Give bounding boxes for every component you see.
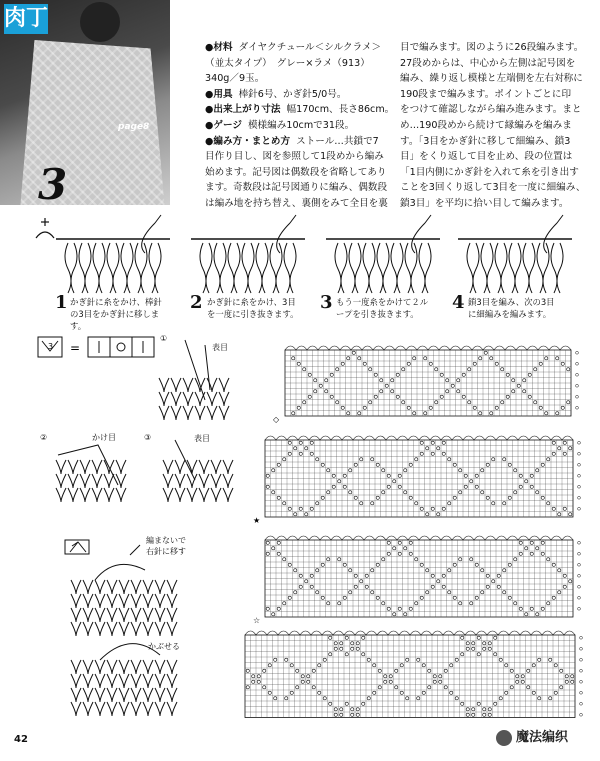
step-number: 2 [190, 292, 203, 313]
materials-line: は編み地を持ち替え、裏側をみて全目を裏 [205, 197, 388, 209]
pattern-number: 3 [38, 160, 68, 209]
materials-line: め…190段めから続けて縁編みを編みま [400, 119, 572, 131]
chart-block-2 [253, 436, 580, 525]
chart-block-1 [273, 346, 578, 424]
materials-line: ●材料 ダイヤクチュール＜シルクラメ＞ [205, 42, 382, 53]
step-number: 1 [55, 292, 68, 313]
step-1-caption: かぎ針に糸をかけ、棒針 の3目をかぎ針に移しま す。 [70, 297, 162, 331]
wechat-icon [496, 730, 512, 746]
step-3-caption: もう一度糸をかけて２ル ープを引き抜きます。 [336, 297, 429, 319]
materials-line: ●ゲージ 模様編み10cmで31段。 [205, 119, 355, 131]
materials-line: 目作り目し、図を参照して1段めから編み [205, 151, 384, 163]
svg-text:3: 3 [48, 342, 54, 351]
materials-line: 目で編みます。図のように26段編みます。 [400, 42, 584, 53]
diagram-label-1: ① [160, 334, 168, 343]
chart-block-3 [253, 536, 580, 625]
materials-line: 鎖3目」を平均に拾い目して編みます。 [400, 197, 569, 209]
materials-line: ます。奇数段は記号図通りに編み、偶数段 [205, 182, 388, 194]
brand-logo: 肉丁 [4, 4, 48, 34]
materials-line: 27段めからは、中心から左側は記号図を [400, 57, 576, 69]
chart-block-4 [245, 631, 582, 718]
materials-line: （並太タイプ） グレー×ラメ（913） [205, 57, 370, 69]
label-knit: 表目 [212, 343, 228, 352]
materials-line: ●用具 棒針6号、かぎ針5/0号。 [205, 88, 347, 100]
equals-sign: = [70, 341, 81, 355]
label-slip: 編まないで 右針に移す [146, 536, 186, 556]
diagram-label-3: ③ [144, 433, 152, 442]
chart-marker: ★ [253, 516, 261, 525]
chart-marker: ☆ [253, 616, 261, 625]
materials-line: 目」をくり返して目を止め、段の位置は [400, 151, 573, 163]
step-4-caption: 鎖3目を編み、次の3目 に細編みを編みます。 [468, 297, 555, 319]
materials-line: 340g／9玉。 [205, 73, 265, 85]
materials-line: 編み、繰り返し模様と左端側を左右対称に [400, 73, 583, 85]
materials-line: す。「3目をかぎ針に移して細編み、鎖3 [400, 135, 571, 147]
step-number: 4 [452, 292, 465, 313]
materials-line: をつけて確認しながら編み進みます。まと [400, 104, 582, 116]
label-knit-2: 表目 [194, 434, 210, 443]
label-pass-over: かぶせる [148, 642, 180, 651]
diagram-label-2: ② [40, 433, 48, 442]
watermark: 魔法编织 [496, 726, 568, 746]
materials-line: ●出来上がり寸法 幅170cm、長さ86cm。 [205, 104, 395, 116]
step-2-caption: かぎ針に糸をかけ、3目 を一度に引き抜きます。 [207, 297, 299, 319]
materials-line: ●編み方・まとめ方 ストール…共鎖で7 [205, 135, 379, 147]
label-yarn-over: かけ目 [92, 433, 116, 442]
materials-line: 始めます。記号図は偶数段を省略してあり [205, 166, 387, 178]
materials-line: 190段まで編みます。ポイントごとに印 [400, 88, 572, 100]
chart-marker: ◇ [273, 415, 280, 424]
page-number: 42 [14, 734, 28, 745]
step-number: 3 [320, 292, 333, 313]
photo-page-label: page8 [118, 122, 150, 132]
materials-line: 「1目内側にかぎ針を入れて糸を引き出す [400, 166, 579, 178]
materials-line: ことを3回くり返して3目を一度に細編み、 [400, 182, 586, 194]
